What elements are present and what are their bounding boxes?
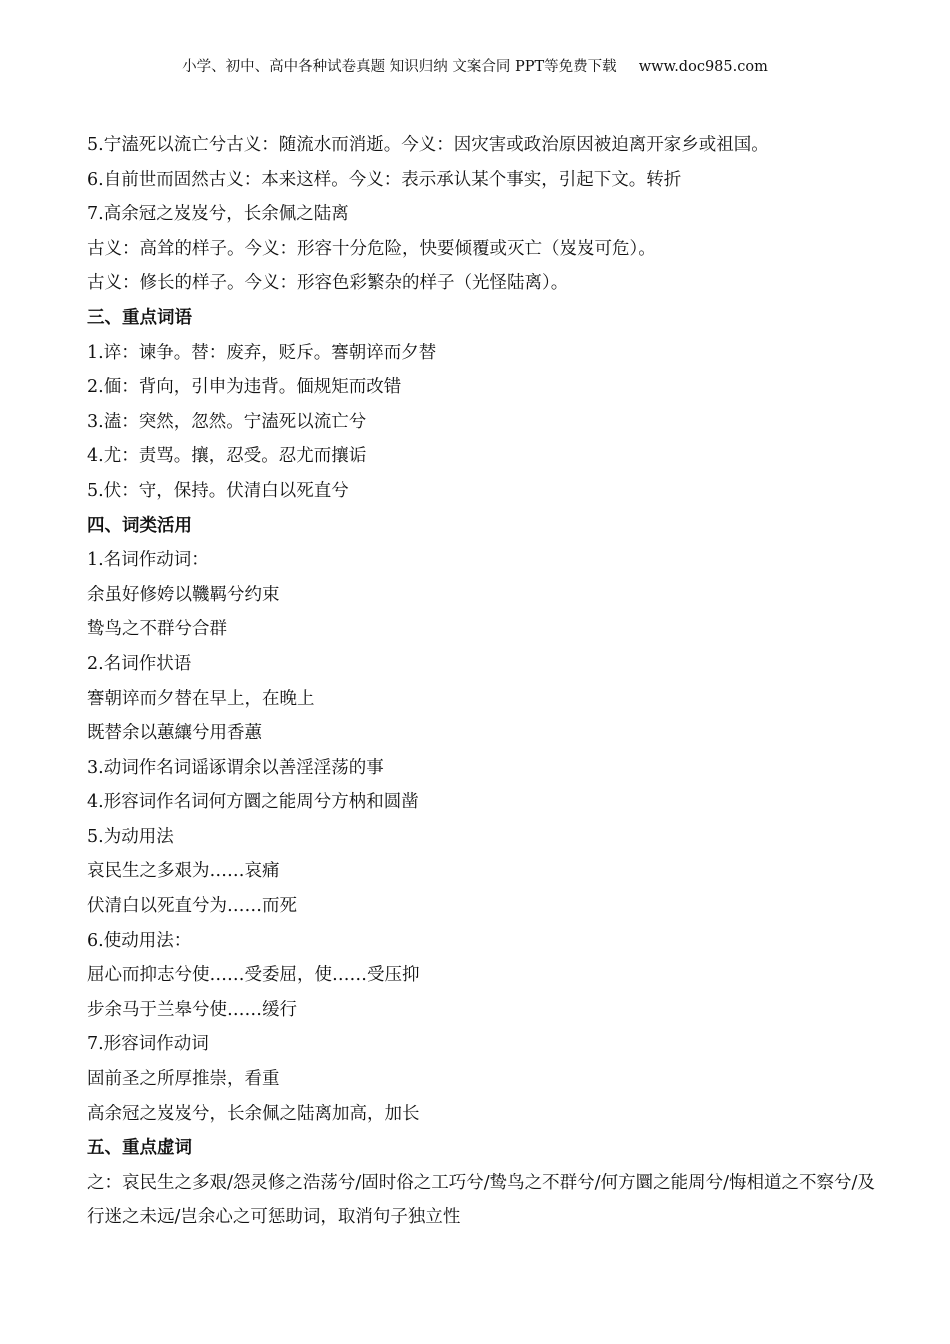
page-header bbox=[0, 57, 950, 77]
text-line: 謇朝谇而夕替在早上，在晚上 bbox=[87, 688, 315, 709]
text-line: 5.宁溘死以流亡兮古义：随流水而消逝。今义：因灾害或政治原因被迫离开家乡或祖国。 bbox=[87, 135, 769, 155]
text-line: 6.自前世而固然古义：本来这样。今义：表示承认某个事实，引起下文。转折 bbox=[87, 169, 682, 190]
text-line: 2.名词作状语 bbox=[87, 653, 192, 674]
header-text: 小学、初中、高中各种试卷真题 知识归纳 文案合同 PPT等免费下载 bbox=[182, 59, 617, 75]
header-site: www.doc985.com bbox=[638, 59, 768, 75]
text-line: 高余冠之岌岌兮，长余佩之陆离加高，加长 bbox=[87, 1103, 420, 1124]
text-line: 余虽好修姱以鞿羁兮约束 bbox=[87, 584, 280, 605]
text-line: 固前圣之所厚推崇，看重 bbox=[87, 1069, 280, 1090]
text-line: 6.使动用法： bbox=[87, 930, 192, 951]
text-line: 5.为动用法 bbox=[87, 826, 174, 847]
text-line: 2.偭：背向，引申为违背。偭规矩而改错 bbox=[87, 377, 402, 398]
text-line: 步余马于兰皋兮使……缓行 bbox=[87, 999, 297, 1020]
text-line: 既替余以蕙纕兮用香蕙 bbox=[87, 723, 262, 744]
section-heading: 五、重点虚词 bbox=[87, 1138, 192, 1159]
text-line: 1.谇：谏争。替：废弃，贬斥。謇朝谇而夕替 bbox=[87, 342, 437, 363]
text-line: 3.动词作名词谣诼谓余以善淫淫荡的事 bbox=[87, 757, 384, 778]
section-heading: 四、词类活用 bbox=[87, 515, 192, 536]
document-body bbox=[87, 128, 877, 1235]
text-line: 古义：高耸的样子。今义：形容十分危险，快要倾覆或灭亡（岌岌可危）。 bbox=[87, 238, 656, 259]
text-line: 7.形容词作动词 bbox=[87, 1034, 209, 1055]
text-line: 屈心而抑志兮使……受委屈，使……受压抑 bbox=[87, 965, 420, 986]
text-line: 4.尤：责骂。攘，忍受。忍尤而攘诟 bbox=[87, 446, 367, 467]
text-line: 鸷鸟之不群兮合群 bbox=[87, 619, 227, 640]
text-line: 5.伏：守，保持。伏清白以死直兮 bbox=[87, 480, 349, 501]
section-heading: 三、重点词语 bbox=[87, 307, 192, 328]
text-line: 3.溘：突然，忽然。宁溘死以流亡兮 bbox=[87, 411, 367, 432]
text-line: 伏清白以死直兮为……而死 bbox=[87, 896, 297, 917]
text-line: 1.名词作动词： bbox=[87, 550, 209, 571]
text-line: 4.形容词作名词何方圜之能周兮方枘和圆凿 bbox=[87, 792, 419, 813]
text-line: 哀民生之多艰为……哀痛 bbox=[87, 861, 280, 882]
final-paragraph: 之：哀民生之多艰/怨灵修之浩荡兮/固时俗之工巧兮/鸷鸟之不群兮/何方圜之能周兮/悔相道之不察兮/及行迷之未远/岂余心之可惩助词，取消句子独立性 bbox=[87, 1172, 875, 1228]
text-line: 7.高余冠之岌岌兮，长余佩之陆离 bbox=[87, 204, 349, 225]
text-line: 古义：修长的样子。今义：形容色彩繁杂的样子（光怪陆离）。 bbox=[87, 273, 569, 294]
